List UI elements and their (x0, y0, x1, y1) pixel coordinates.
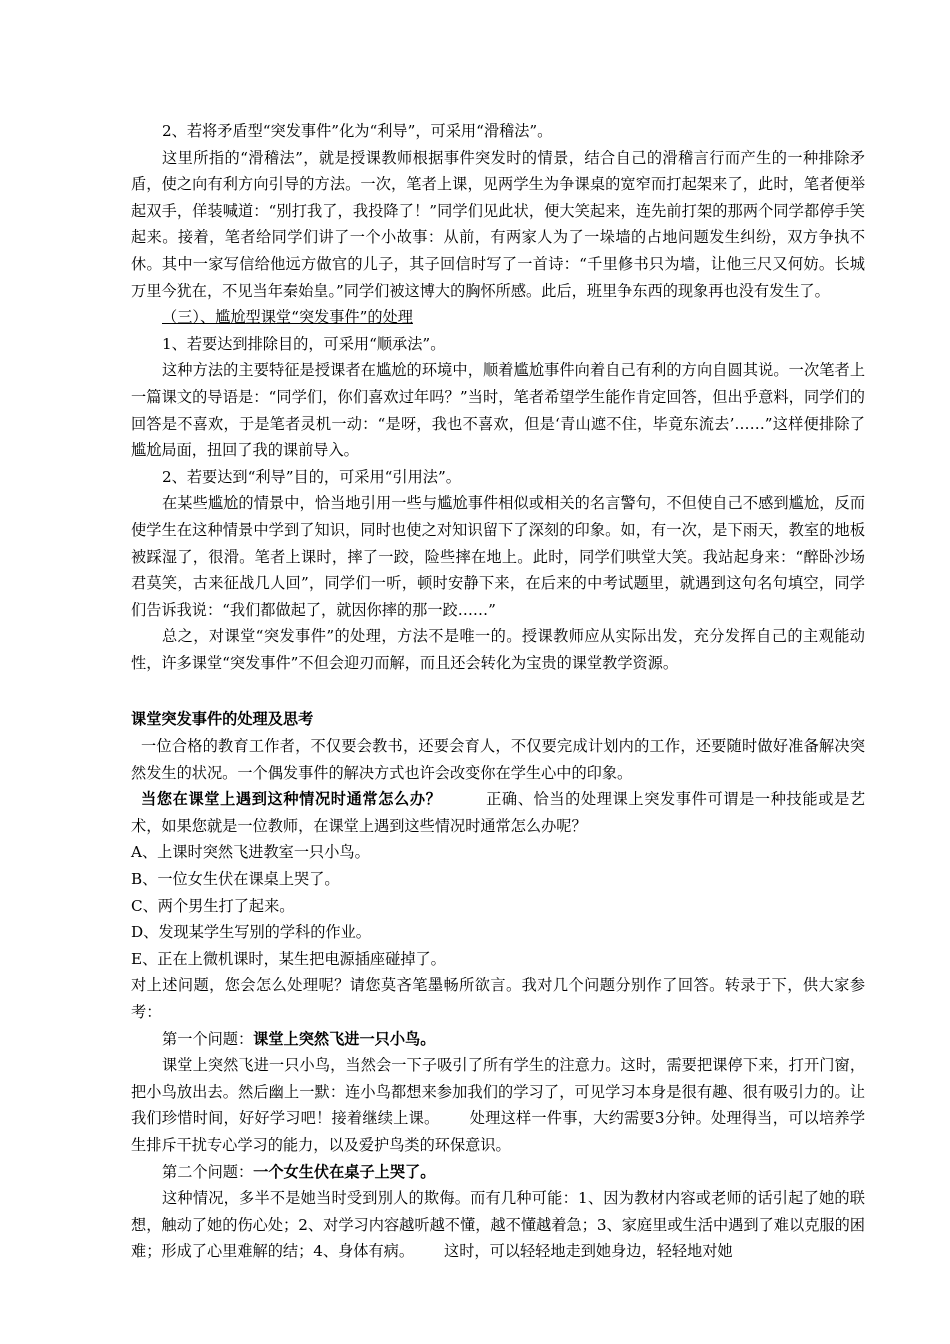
paragraph-quote-method-body: 在某些尴尬的情景中，恰当地引用一些与尴尬事件相似或相关的名言警句，不但使自己不感到尴尬，反而使学生在这种情景中学到了知识，同时也使之对知识留下了深刻的印象。如，有一次，是下雨天，教室的地板被踩湿了，很滑。笔者上课时，摔了一跤，险些摔在地上。此时，同学们哄堂大笑。我站起身来：“醉卧沙场君莫笑，古来征战几人回”，同学们一听，顿时安静下来，在后来的中考试题里，就遇到这句名句填空，同学们告诉我说：“我们都做起了，就因你摔的那一跤……” (131, 494, 865, 619)
question-2 (131, 1159, 865, 1186)
question-heading: 当您在课堂上遇到这种情况时通常怎么办？ (141, 790, 442, 809)
answer-1 (131, 1052, 865, 1158)
paragraph-quote-method-heading: 2、若要达到“利导”目的，可采用“引用法”。 (162, 467, 461, 486)
section-spacer (131, 676, 865, 706)
answer-2 (131, 1185, 865, 1265)
question-body: 正确、恰当的处理课上突发事件可谓是一种技能或是艺术，如果您就是一位教师，在课堂上遇到这些情况时通常怎么办呢？ (131, 790, 866, 835)
question-1-title: 课堂上突然飞进一只小鸟。 (253, 1029, 436, 1048)
answer-2-part-a: 这种情况，多半不是她当时受到別人的欺侮。而有几种可能：1、因为教材内容或老师的话引起了她的联想，触动了她的伤心处；2、对学习内容越听越不懂，越不懂越着急；3、家庭里或生活中遇到了难以克服的困难；形成了心里难解的结；4、身体有病。 (131, 1189, 865, 1261)
option-c: C、两个男生打了起来。 (131, 896, 295, 915)
paragraph-intro: 一位合格的教育工作者，不仅要会教书，还要会育人，不仅要完成计划内的工作，还要随时做好准备解决突然发生的状况。一个偶发事件的解决方式也许会改变你在学生心中的印象。 (131, 737, 865, 782)
paragraph-comic-method-body: 这里所指的“滑稽法”，就是授课教师根据事件突发时的情景，结合自己的滑稽言行而产生的一种排除矛盾，使之向有利方向引导的方法。一次，笔者上课，见两学生为争课桌的宽窄而打起架来了，此时，笔者便举起双手，佯装喊道：“别打我了，我投降了！”同学们见此状，便大笑起来，连先前打架的那两个同学都停手笑起来。接着，笔者给同学们讲了一个小故事：从前，有两家人为了一垛墙的占地问题发生纠纷，双方争执不休。其中一家写信给他远方做官的儿子，其子回信时写了一首诗：“千里修书只为墙，让他三尺又何妨。长城万里今犹在，不见当年秦始皇。”同学们被这博大的胸怀所感。此后，班里争东西的现象再也没有发生了。 (131, 148, 865, 300)
question-2-label: 第二个问题： (162, 1162, 254, 1181)
option-a: A、上课时突然飞进教室一只小鸟。 (131, 843, 370, 862)
answer-1-part-a: 课堂上突然飞进一只小鸟，当然会一下子吸引了所有学生的注意力。这时，需要把课停下来，打开门窗，把小鸟放出去。然后幽上一默：连小鸟都想来参加我们的学习了，可见学习本身是很有趣、很有吸引力的。让我们珍惜时间，好好学习吧！接着继续上课。 (131, 1056, 865, 1128)
document-body (131, 118, 865, 1265)
option-b: B、一位女生伏在课桌上哭了。 (131, 870, 340, 889)
question-1-label: 第一个问题： (162, 1029, 254, 1048)
question-2-title: 一个女生伏在桌子上哭了。 (253, 1162, 436, 1181)
paragraph-follow-method-heading: 1、若要达到排除目的，可采用“顺承法”。 (162, 334, 446, 353)
paragraph-follow-method-body: 这种方法的主要特征是授课者在尴尬的环境中，顺着尴尬事件向着自己有利的方向自圆其说。一次笔者上一篇课文的导语是：“同学们，你们喜欢过年吗？”当时，笔者希望学生能作肯定回答，但出乎意料，同学们的回答是不喜欢，于是笔者灵机一动：“是呀，我也不喜欢，但是‘青山遮不住，毕竟东流去’……”这样便排除了尴尬局面，扭回了我的课前导入。 (131, 361, 865, 460)
section-heading-awkward-events: （三）、尴尬型课堂“突发事件”的处理 (162, 308, 413, 327)
article-title: 课堂突发事件的处理及思考 (131, 710, 314, 729)
question-1 (131, 1026, 865, 1053)
paragraph-lead: 对上述问题，您会怎么处理呢？请您莫吝笔墨畅所欲言。我对几个问题分别作了回答。转录于下，供大家参考： (131, 976, 865, 1021)
option-e: E、正在上微机课时，某生把电源插座碰掉了。 (131, 949, 446, 968)
paragraph-comic-method-heading: 2、若将矛盾型“突发事件”化为“利导”，可采用“滑稽法”。 (162, 122, 553, 140)
paragraph-question (131, 786, 865, 839)
answer-2-part-b: 这时，可以轻轻地走到她身边，轻轻地对她 (444, 1242, 733, 1261)
answer-1-part-b: 处理这样一件事，大约需要3分钟。处理得当，可以培养学生排斥干扰专心学习的能力，以及爱护鸟类的环保意识。 (131, 1109, 866, 1154)
paragraph-conclusion: 总之，对课堂“突发事件”的处理，方法不是唯一的。授课教师应从实际出发，充分发挥自己的主观能动性，许多课堂“突发事件”不但会迎刃而解，而且还会转化为宝贵的课堂教学资源。 (131, 627, 865, 672)
option-d: D、发现某学生写别的学科的作业。 (131, 923, 371, 942)
